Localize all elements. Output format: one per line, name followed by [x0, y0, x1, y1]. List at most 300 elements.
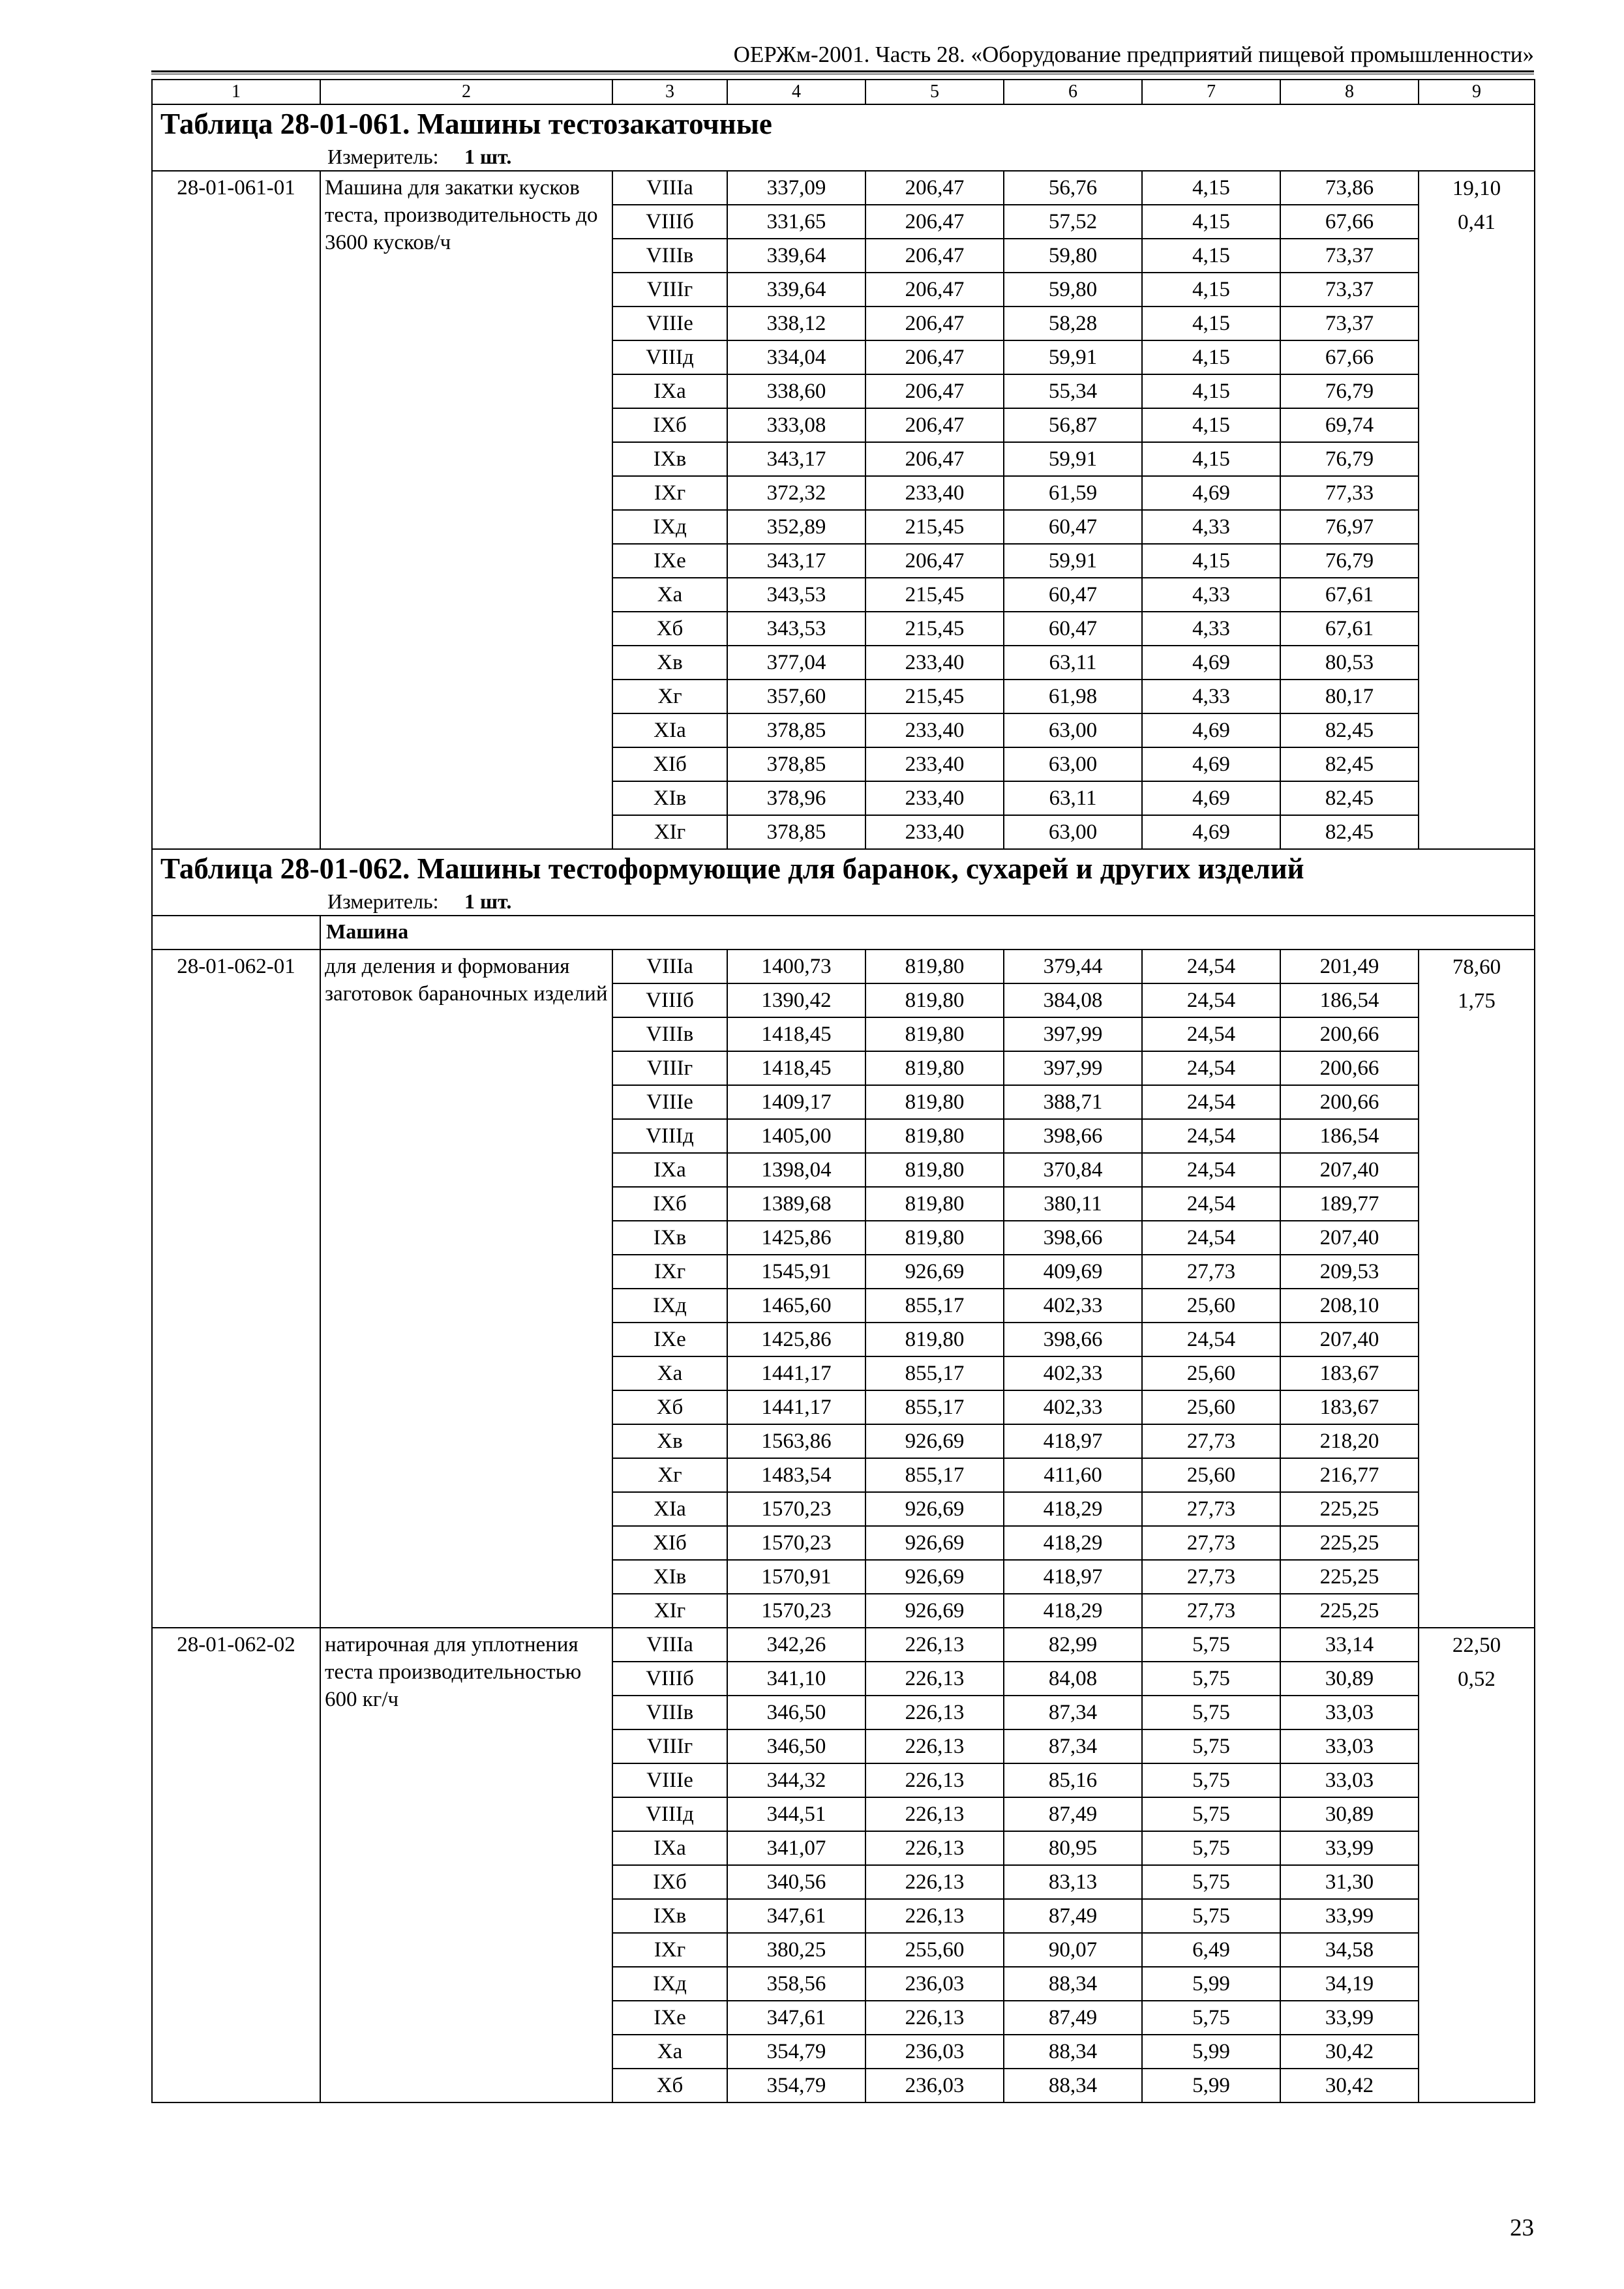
- value-cell: 57,52: [1004, 205, 1142, 239]
- value-cell: 344,32: [727, 1763, 865, 1797]
- class-cell: Xв: [612, 646, 727, 680]
- value-cell: 25,60: [1142, 1356, 1280, 1390]
- value-cell: 4,15: [1142, 205, 1280, 239]
- rate-description: натирочная для уплотнения теста производительностью 600 кг/ч: [320, 1628, 612, 2102]
- value-cell: 1563,86: [727, 1424, 865, 1458]
- class-cell: XIг: [612, 1594, 727, 1628]
- value-cell: 4,69: [1142, 815, 1280, 849]
- value-cell: 186,54: [1280, 1119, 1419, 1153]
- column-number: 1: [152, 80, 320, 104]
- value-cell: 409,69: [1004, 1255, 1142, 1289]
- value-cell: 25,60: [1142, 1390, 1280, 1424]
- value-cell: 819,80: [865, 1323, 1004, 1356]
- value-cell: 346,50: [727, 1729, 865, 1763]
- value-cell: 233,40: [865, 815, 1004, 849]
- value-cell: 347,61: [727, 2001, 865, 2035]
- class-cell: VIIIа: [612, 950, 727, 983]
- value-cell: 1390,42: [727, 983, 865, 1017]
- value-cell: 56,76: [1004, 171, 1142, 205]
- value-cell: 338,60: [727, 374, 865, 408]
- value-cell: 206,47: [865, 171, 1004, 205]
- value-cell: 215,45: [865, 510, 1004, 544]
- measure-value: 1 шт.: [464, 890, 512, 913]
- value-cell: 67,66: [1280, 340, 1419, 374]
- value-cell: 5,75: [1142, 1628, 1280, 1662]
- value-cell: 87,49: [1004, 1899, 1142, 1933]
- labor-value: 19,10: [1452, 177, 1501, 200]
- value-cell: 34,19: [1280, 1967, 1419, 2001]
- value-cell: 76,79: [1280, 374, 1419, 408]
- class-cell: IXв: [612, 1221, 727, 1255]
- labor-cell: [1419, 950, 1535, 1628]
- class-cell: VIIIб: [612, 205, 727, 239]
- value-cell: 63,00: [1004, 713, 1142, 747]
- class-cell: VIIIг: [612, 1051, 727, 1085]
- value-cell: 200,66: [1280, 1051, 1419, 1085]
- table-title: Таблица 28-01-061. Машины тестозакаточные: [152, 104, 1535, 144]
- value-cell: 82,45: [1280, 781, 1419, 815]
- value-cell: 24,54: [1142, 1119, 1280, 1153]
- value-cell: 354,79: [727, 2069, 865, 2102]
- value-cell: 73,37: [1280, 273, 1419, 307]
- value-cell: 33,99: [1280, 1831, 1419, 1865]
- value-cell: 226,13: [865, 1696, 1004, 1729]
- measure-value: 1 шт.: [464, 145, 512, 168]
- value-cell: 226,13: [865, 1899, 1004, 1933]
- value-cell: 206,47: [865, 205, 1004, 239]
- value-cell: 339,64: [727, 273, 865, 307]
- value-cell: 411,60: [1004, 1458, 1142, 1492]
- value-cell: 4,69: [1142, 476, 1280, 510]
- value-cell: 1405,00: [727, 1119, 865, 1153]
- class-cell: IXд: [612, 1967, 727, 2001]
- value-cell: 206,47: [865, 442, 1004, 476]
- value-cell: 33,03: [1280, 1696, 1419, 1729]
- value-cell: 201,49: [1280, 950, 1419, 983]
- value-cell: 334,04: [727, 340, 865, 374]
- class-cell: Xа: [612, 1356, 727, 1390]
- measure-label: Измеритель:: [327, 890, 439, 913]
- value-cell: 236,03: [865, 1967, 1004, 2001]
- class-cell: Xб: [612, 2069, 727, 2102]
- column-number: 2: [320, 80, 612, 104]
- column-number: 5: [865, 80, 1004, 104]
- value-cell: 255,60: [865, 1933, 1004, 1967]
- value-cell: 926,69: [865, 1560, 1004, 1594]
- value-cell: 1398,04: [727, 1153, 865, 1187]
- value-cell: 82,99: [1004, 1628, 1142, 1662]
- value-cell: 87,34: [1004, 1729, 1142, 1763]
- labor-cell: [1419, 171, 1535, 849]
- class-cell: Xг: [612, 680, 727, 713]
- value-cell: 819,80: [865, 983, 1004, 1017]
- class-cell: IXа: [612, 1153, 727, 1187]
- value-cell: 397,99: [1004, 1051, 1142, 1085]
- class-cell: VIIIв: [612, 1696, 727, 1729]
- class-cell: XIб: [612, 747, 727, 781]
- value-cell: 87,34: [1004, 1696, 1142, 1729]
- value-cell: 30,89: [1280, 1662, 1419, 1696]
- value-cell: 226,13: [865, 1865, 1004, 1899]
- column-number: 3: [612, 80, 727, 104]
- value-cell: 33,03: [1280, 1729, 1419, 1763]
- value-cell: 27,73: [1142, 1526, 1280, 1560]
- class-cell: Xа: [612, 2035, 727, 2069]
- value-cell: 377,04: [727, 646, 865, 680]
- value-cell: 819,80: [865, 1187, 1004, 1221]
- value-cell: 4,15: [1142, 239, 1280, 273]
- class-cell: VIIIе: [612, 1763, 727, 1797]
- value-cell: 30,89: [1280, 1797, 1419, 1831]
- class-cell: IXе: [612, 2001, 727, 2035]
- value-cell: 1441,17: [727, 1390, 865, 1424]
- subheading-spacer: [152, 916, 320, 950]
- value-cell: 4,33: [1142, 510, 1280, 544]
- value-cell: 69,74: [1280, 408, 1419, 442]
- value-cell: 819,80: [865, 950, 1004, 983]
- value-cell: 1425,86: [727, 1221, 865, 1255]
- value-cell: 4,15: [1142, 374, 1280, 408]
- value-cell: 207,40: [1280, 1153, 1419, 1187]
- value-cell: 226,13: [865, 1763, 1004, 1797]
- value-cell: 56,87: [1004, 408, 1142, 442]
- value-cell: 67,61: [1280, 578, 1419, 612]
- value-cell: 1570,91: [727, 1560, 865, 1594]
- value-cell: 5,99: [1142, 1967, 1280, 2001]
- value-cell: 378,96: [727, 781, 865, 815]
- value-cell: 206,47: [865, 544, 1004, 578]
- value-cell: 207,40: [1280, 1323, 1419, 1356]
- value-cell: 926,69: [865, 1255, 1004, 1289]
- value-cell: 55,34: [1004, 374, 1142, 408]
- class-cell: IXб: [612, 1187, 727, 1221]
- labor-value: 0,52: [1458, 1668, 1496, 1691]
- value-cell: 67,61: [1280, 612, 1419, 646]
- table-row: [152, 950, 1535, 983]
- value-cell: 819,80: [865, 1153, 1004, 1187]
- value-cell: 1409,17: [727, 1085, 865, 1119]
- value-cell: 207,40: [1280, 1221, 1419, 1255]
- subheading-row: [152, 916, 1535, 950]
- class-cell: IXе: [612, 1323, 727, 1356]
- class-cell: IXг: [612, 476, 727, 510]
- value-cell: 418,29: [1004, 1492, 1142, 1526]
- class-cell: Xа: [612, 578, 727, 612]
- value-cell: 24,54: [1142, 1187, 1280, 1221]
- class-cell: VIIIб: [612, 1662, 727, 1696]
- value-cell: 25,60: [1142, 1289, 1280, 1323]
- running-header: ОЕРЖм-2001. Часть 28. «Оборудование предприятий пищевой промышленности»: [151, 40, 1534, 72]
- value-cell: 341,10: [727, 1662, 865, 1696]
- column-number: 8: [1280, 80, 1419, 104]
- measure-row: [152, 144, 1535, 171]
- value-cell: 338,12: [727, 307, 865, 340]
- value-cell: 31,30: [1280, 1865, 1419, 1899]
- measure-label: Измеритель:: [327, 145, 439, 168]
- value-cell: 1465,60: [727, 1289, 865, 1323]
- class-cell: Xб: [612, 612, 727, 646]
- value-cell: 30,42: [1280, 2069, 1419, 2102]
- value-cell: 226,13: [865, 1831, 1004, 1865]
- value-cell: 24,54: [1142, 1323, 1280, 1356]
- value-cell: 73,37: [1280, 239, 1419, 273]
- value-cell: 5,75: [1142, 2001, 1280, 2035]
- column-number: 9: [1419, 80, 1535, 104]
- value-cell: 819,80: [865, 1017, 1004, 1051]
- column-number: 7: [1142, 80, 1280, 104]
- class-cell: VIIIд: [612, 1119, 727, 1153]
- value-cell: 206,47: [865, 307, 1004, 340]
- value-cell: 344,51: [727, 1797, 865, 1831]
- class-cell: IXа: [612, 374, 727, 408]
- value-cell: 233,40: [865, 646, 1004, 680]
- value-cell: 82,45: [1280, 747, 1419, 781]
- rate-code: 28-01-062-01: [152, 950, 320, 1628]
- value-cell: 33,14: [1280, 1628, 1419, 1662]
- column-number: 4: [727, 80, 865, 104]
- value-cell: 225,25: [1280, 1560, 1419, 1594]
- value-cell: 5,75: [1142, 1797, 1280, 1831]
- value-cell: 398,66: [1004, 1221, 1142, 1255]
- value-cell: 402,33: [1004, 1289, 1142, 1323]
- value-cell: 343,17: [727, 442, 865, 476]
- value-cell: 76,79: [1280, 544, 1419, 578]
- value-cell: 60,47: [1004, 578, 1142, 612]
- labor-value: 1,75: [1458, 989, 1496, 1013]
- class-cell: VIIIв: [612, 1017, 727, 1051]
- value-cell: 370,84: [1004, 1153, 1142, 1187]
- value-cell: 24,54: [1142, 983, 1280, 1017]
- value-cell: 215,45: [865, 612, 1004, 646]
- value-cell: 24,54: [1142, 1153, 1280, 1187]
- value-cell: 855,17: [865, 1458, 1004, 1492]
- value-cell: 1570,23: [727, 1594, 865, 1628]
- value-cell: 1400,73: [727, 950, 865, 983]
- value-cell: 87,49: [1004, 2001, 1142, 2035]
- class-cell: XIв: [612, 1560, 727, 1594]
- value-cell: 80,53: [1280, 646, 1419, 680]
- class-cell: IXе: [612, 544, 727, 578]
- value-cell: 358,56: [727, 1967, 865, 2001]
- rates-table-body: [152, 80, 1535, 2102]
- value-cell: 4,15: [1142, 307, 1280, 340]
- value-cell: 5,75: [1142, 1763, 1280, 1797]
- measure-unit: [152, 144, 1535, 171]
- value-cell: 4,69: [1142, 713, 1280, 747]
- value-cell: 27,73: [1142, 1492, 1280, 1526]
- value-cell: 183,67: [1280, 1356, 1419, 1390]
- value-cell: 341,07: [727, 1831, 865, 1865]
- class-cell: IXв: [612, 442, 727, 476]
- value-cell: 1570,23: [727, 1526, 865, 1560]
- value-cell: 60,47: [1004, 510, 1142, 544]
- value-cell: 346,50: [727, 1696, 865, 1729]
- value-cell: 372,32: [727, 476, 865, 510]
- value-cell: 236,03: [865, 2069, 1004, 2102]
- class-cell: XIг: [612, 815, 727, 849]
- value-cell: 84,08: [1004, 1662, 1142, 1696]
- value-cell: 73,86: [1280, 171, 1419, 205]
- value-cell: 926,69: [865, 1526, 1004, 1560]
- value-cell: 343,17: [727, 544, 865, 578]
- class-cell: VIIIа: [612, 1628, 727, 1662]
- subheading: Машина: [320, 916, 1535, 950]
- value-cell: 378,85: [727, 815, 865, 849]
- value-cell: 926,69: [865, 1492, 1004, 1526]
- value-cell: 4,15: [1142, 442, 1280, 476]
- value-cell: 5,75: [1142, 1865, 1280, 1899]
- value-cell: 33,99: [1280, 2001, 1419, 2035]
- value-cell: 189,77: [1280, 1187, 1419, 1221]
- value-cell: 27,73: [1142, 1424, 1280, 1458]
- class-cell: VIIIд: [612, 1797, 727, 1831]
- value-cell: 398,66: [1004, 1323, 1142, 1356]
- value-cell: 88,34: [1004, 2069, 1142, 2102]
- class-cell: VIIIв: [612, 239, 727, 273]
- value-cell: 80,95: [1004, 1831, 1142, 1865]
- value-cell: 855,17: [865, 1289, 1004, 1323]
- value-cell: 233,40: [865, 476, 1004, 510]
- value-cell: 331,65: [727, 205, 865, 239]
- value-cell: 418,29: [1004, 1594, 1142, 1628]
- class-cell: XIб: [612, 1526, 727, 1560]
- class-cell: VIIIд: [612, 340, 727, 374]
- value-cell: 208,10: [1280, 1289, 1419, 1323]
- value-cell: 1418,45: [727, 1051, 865, 1085]
- labor-value: 22,50: [1452, 1634, 1501, 1657]
- value-cell: 73,37: [1280, 307, 1419, 340]
- value-cell: 82,45: [1280, 815, 1419, 849]
- value-cell: 333,08: [727, 408, 865, 442]
- measure-row: [152, 889, 1535, 916]
- class-cell: XIа: [612, 1492, 727, 1526]
- value-cell: 343,53: [727, 578, 865, 612]
- labor-value: 0,41: [1458, 211, 1496, 234]
- table-row: [152, 1628, 1535, 1662]
- value-cell: 88,34: [1004, 2035, 1142, 2069]
- class-cell: XIв: [612, 781, 727, 815]
- value-cell: 1389,68: [727, 1187, 865, 1221]
- value-cell: 5,75: [1142, 1729, 1280, 1763]
- value-cell: 90,07: [1004, 1933, 1142, 1967]
- value-cell: 24,54: [1142, 1017, 1280, 1051]
- value-cell: 397,99: [1004, 1017, 1142, 1051]
- value-cell: 378,85: [727, 713, 865, 747]
- value-cell: 5,99: [1142, 2069, 1280, 2102]
- value-cell: 233,40: [865, 747, 1004, 781]
- value-cell: 25,60: [1142, 1458, 1280, 1492]
- value-cell: 1441,17: [727, 1356, 865, 1390]
- value-cell: 1483,54: [727, 1458, 865, 1492]
- rate-code: 28-01-061-01: [152, 171, 320, 849]
- value-cell: 27,73: [1142, 1594, 1280, 1628]
- class-cell: VIIIе: [612, 1085, 727, 1119]
- page-number: 23: [1510, 2215, 1534, 2241]
- value-cell: 215,45: [865, 680, 1004, 713]
- rate-description: Машина для закатки кусков теста, производительность до 3600 кусков/ч: [320, 171, 612, 849]
- value-cell: 82,45: [1280, 713, 1419, 747]
- value-cell: 402,33: [1004, 1390, 1142, 1424]
- value-cell: 340,56: [727, 1865, 865, 1899]
- value-cell: 233,40: [865, 713, 1004, 747]
- table-title: Таблица 28-01-062. Машины тестоформующие для баранок, сухарей и других изделий: [152, 849, 1535, 889]
- class-cell: VIIIг: [612, 1729, 727, 1763]
- value-cell: 352,89: [727, 510, 865, 544]
- column-number: 6: [1004, 80, 1142, 104]
- value-cell: 418,29: [1004, 1526, 1142, 1560]
- class-cell: VIIIг: [612, 273, 727, 307]
- value-cell: 5,99: [1142, 2035, 1280, 2069]
- column-number-row: [152, 80, 1535, 104]
- value-cell: 88,34: [1004, 1967, 1142, 2001]
- value-cell: 80,17: [1280, 680, 1419, 713]
- class-cell: IXб: [612, 1865, 727, 1899]
- value-cell: 24,54: [1142, 950, 1280, 983]
- value-cell: 926,69: [865, 1594, 1004, 1628]
- value-cell: 63,00: [1004, 747, 1142, 781]
- class-cell: IXа: [612, 1831, 727, 1865]
- value-cell: 225,25: [1280, 1492, 1419, 1526]
- value-cell: 236,03: [865, 2035, 1004, 2069]
- value-cell: 343,53: [727, 612, 865, 646]
- value-cell: 206,47: [865, 239, 1004, 273]
- value-cell: 342,26: [727, 1628, 865, 1662]
- rate-description: для деления и формования заготовок бараночных изделий: [320, 950, 612, 1628]
- value-cell: 1545,91: [727, 1255, 865, 1289]
- class-cell: Xв: [612, 1424, 727, 1458]
- value-cell: 27,73: [1142, 1255, 1280, 1289]
- class-cell: IXд: [612, 510, 727, 544]
- value-cell: 819,80: [865, 1085, 1004, 1119]
- value-cell: 379,44: [1004, 950, 1142, 983]
- value-cell: 76,97: [1280, 510, 1419, 544]
- value-cell: 5,75: [1142, 1696, 1280, 1729]
- value-cell: 226,13: [865, 1662, 1004, 1696]
- value-cell: 186,54: [1280, 983, 1419, 1017]
- value-cell: 819,80: [865, 1051, 1004, 1085]
- value-cell: 76,79: [1280, 442, 1419, 476]
- value-cell: 209,53: [1280, 1255, 1419, 1289]
- value-cell: 206,47: [865, 408, 1004, 442]
- value-cell: 5,75: [1142, 1831, 1280, 1865]
- table-row: [152, 171, 1535, 205]
- value-cell: 200,66: [1280, 1017, 1419, 1051]
- value-cell: 67,66: [1280, 205, 1419, 239]
- value-cell: 819,80: [865, 1221, 1004, 1255]
- value-cell: 30,42: [1280, 2035, 1419, 2069]
- value-cell: 402,33: [1004, 1356, 1142, 1390]
- value-cell: 5,75: [1142, 1662, 1280, 1696]
- table-title-row: [152, 849, 1535, 889]
- value-cell: 34,58: [1280, 1933, 1419, 1967]
- value-cell: 33,03: [1280, 1763, 1419, 1797]
- value-cell: 4,15: [1142, 273, 1280, 307]
- value-cell: 418,97: [1004, 1560, 1142, 1594]
- value-cell: 1570,23: [727, 1492, 865, 1526]
- value-cell: 59,91: [1004, 544, 1142, 578]
- value-cell: 206,47: [865, 340, 1004, 374]
- value-cell: 226,13: [865, 1797, 1004, 1831]
- labor-value: 78,60: [1452, 955, 1501, 979]
- class-cell: VIIIб: [612, 983, 727, 1017]
- value-cell: 183,67: [1280, 1390, 1419, 1424]
- value-cell: 59,80: [1004, 273, 1142, 307]
- value-cell: 58,28: [1004, 307, 1142, 340]
- value-cell: 233,40: [865, 781, 1004, 815]
- value-cell: 225,25: [1280, 1594, 1419, 1628]
- class-cell: VIIIе: [612, 307, 727, 340]
- class-cell: Xг: [612, 1458, 727, 1492]
